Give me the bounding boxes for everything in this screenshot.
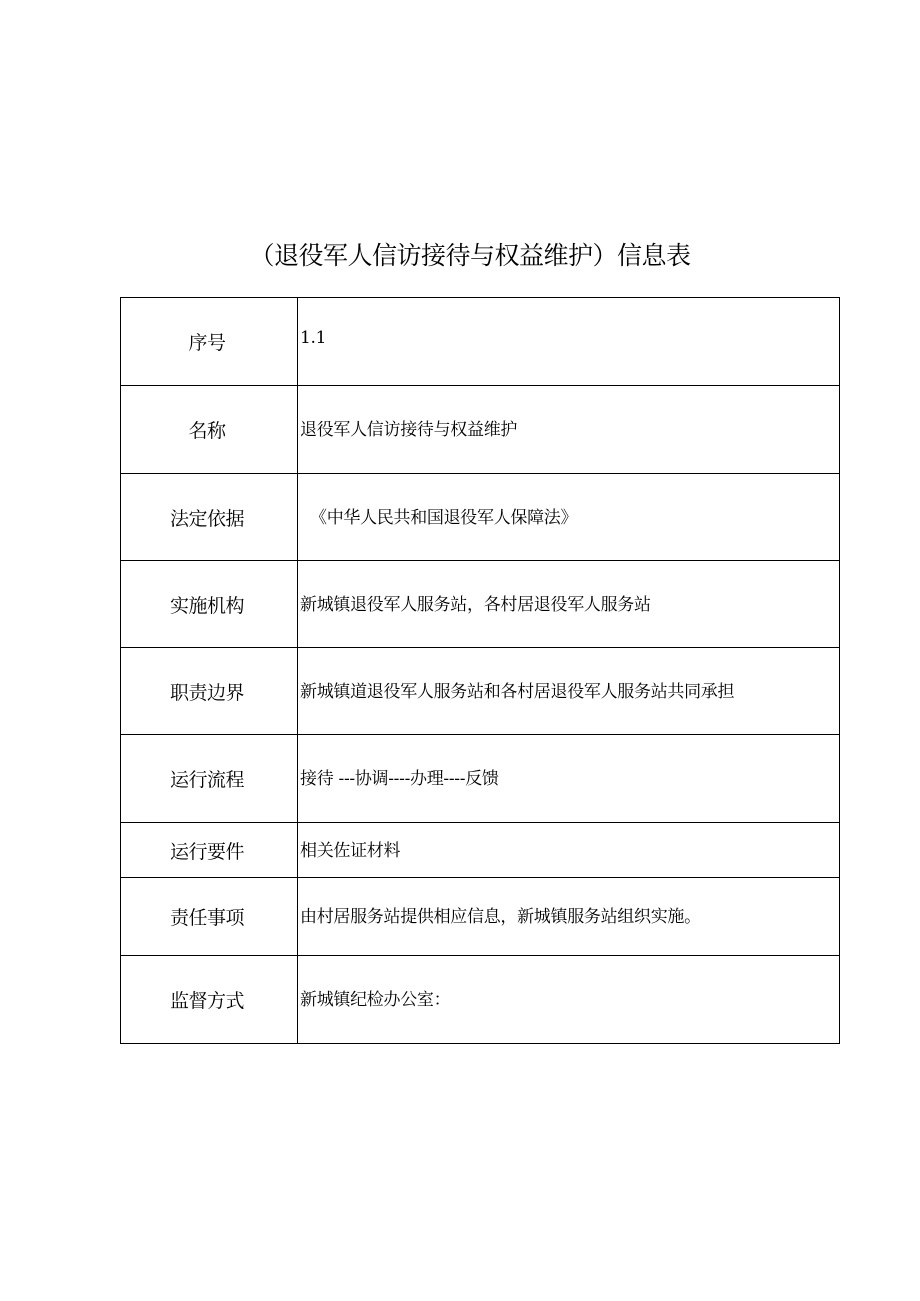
row-label-text: 责任事项	[169, 907, 244, 929]
row-label-text: 运行要件	[169, 840, 244, 863]
row-label	[121, 878, 298, 956]
row-label-text: 监督方式	[169, 990, 244, 1012]
row-label	[121, 298, 298, 386]
table-row-name	[121, 386, 840, 474]
row-label-text: 序号	[188, 332, 226, 354]
page-title: （退役军人信访接待与权益维护）信息表	[249, 241, 691, 270]
row-value-text: 退役军人信访接待与权益维护	[300, 420, 518, 440]
table-row-operation-requirements	[121, 823, 840, 878]
row-value	[298, 474, 840, 561]
row-value-text: 接待 ---协调----办理----反馈	[300, 769, 499, 789]
table-row-operation-process	[121, 735, 840, 823]
table-row-responsibility-items	[121, 878, 840, 956]
row-value-text: 《中华人民共和国退役军人保障法》	[310, 507, 578, 528]
row-label-text: 法定依据	[169, 507, 244, 530]
row-value-text: 新城镇道退役军人服务站和各村居退役军人服务站共同承担	[300, 681, 735, 702]
row-label	[121, 648, 298, 735]
row-value	[298, 298, 840, 386]
table-row-implementing-agency	[121, 561, 840, 648]
table-row-serial-number	[121, 298, 840, 386]
row-value	[298, 823, 840, 878]
row-value-text: 新城镇退役军人服务站，各村居退役军人服务站	[300, 594, 651, 615]
row-label	[121, 474, 298, 561]
row-label	[121, 561, 298, 648]
row-label-text: 运行流程	[169, 769, 244, 791]
row-label-text: 职责边界	[169, 681, 244, 704]
info-table	[120, 297, 840, 1044]
table-row-supervision-method	[121, 956, 840, 1044]
row-value	[298, 878, 840, 956]
row-label-text: 实施机构	[169, 594, 244, 617]
row-value-text: 由村居服务站提供相应信息，新城镇服务站组织实施。	[300, 907, 701, 927]
row-value	[298, 956, 840, 1044]
row-value	[298, 561, 840, 648]
row-label	[121, 823, 298, 878]
row-value-text: 新城镇纪检办公室：	[300, 990, 451, 1010]
table-row-responsibility-boundary	[121, 648, 840, 735]
row-value	[298, 386, 840, 474]
row-value-text: 相关佐证材料	[300, 840, 401, 861]
row-value-text: 1.1	[300, 327, 327, 348]
row-value	[298, 648, 840, 735]
table-row-legal-basis	[121, 474, 840, 561]
row-label	[121, 386, 298, 474]
row-label	[121, 735, 298, 823]
row-value	[298, 735, 840, 823]
row-label	[121, 956, 298, 1044]
row-label-text: 名称	[188, 420, 226, 442]
